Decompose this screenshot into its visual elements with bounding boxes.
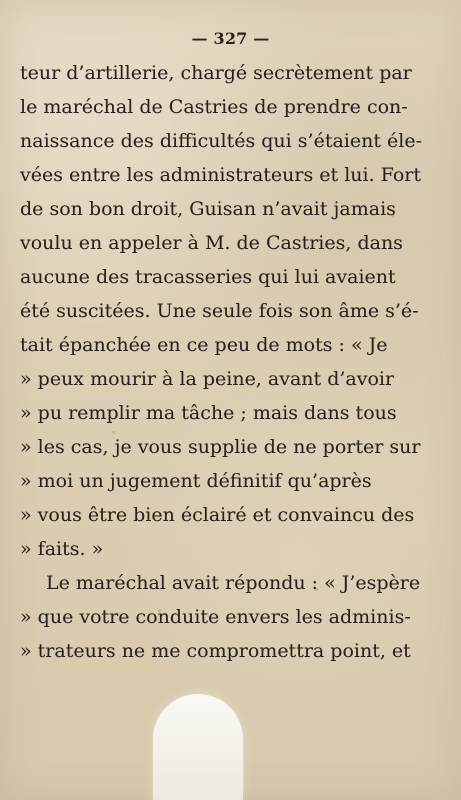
text-line-9: tait épanchée en ce peu de mots : « Je (20, 334, 388, 356)
text-line-2: le maréchal de Castries de prendre con- (20, 96, 408, 118)
text-line-14: » vous être bien éclairé et convaincu des (20, 504, 415, 526)
body-text (20, 56, 422, 668)
text-line-16: Le maréchal avait répondu : « J’espère (46, 572, 421, 594)
page-number: — 327 — (191, 29, 270, 48)
paper-mark (77, 146, 80, 149)
paper-mark (315, 588, 318, 591)
text-line-15: » faits. » (20, 538, 104, 560)
text-line-17: » que votre conduite envers les adminis- (20, 606, 411, 628)
text-line-4: vées entre les administrateurs et lui. Fort (20, 164, 421, 186)
text-line-11: » pu remplir ma tâche ; mais dans tous (20, 402, 397, 424)
text-line-5: de son bon droit, Guisan n’avait jamais (20, 198, 396, 220)
text-line-3: naissance des difficultés qui s’étaient éle- (20, 130, 422, 152)
text-line-6: voulu en appeler à M. de Castries, dans (20, 232, 403, 254)
text-line-8: été suscitées. Une seule fois son âme s’é- (20, 300, 419, 322)
text-line-18: » trateurs ne me compromettra point, et (20, 640, 411, 662)
paper-mark (391, 214, 394, 217)
paper-mark (158, 609, 161, 612)
text-line-12: » les cas, je vous supplie de ne porter sur (20, 436, 421, 458)
text-line-1: teur d’artillerie, chargé secrètement par (20, 62, 412, 84)
text-line-13: » moi un jugement définitif qu’après (20, 470, 372, 492)
text-line-7: aucune des tracasseries qui lui avaient (20, 266, 396, 288)
paper-stain (153, 694, 243, 800)
paper-mark (112, 431, 115, 434)
text-line-10: » peux mourir à la peine, avant d’avoir (20, 368, 395, 390)
